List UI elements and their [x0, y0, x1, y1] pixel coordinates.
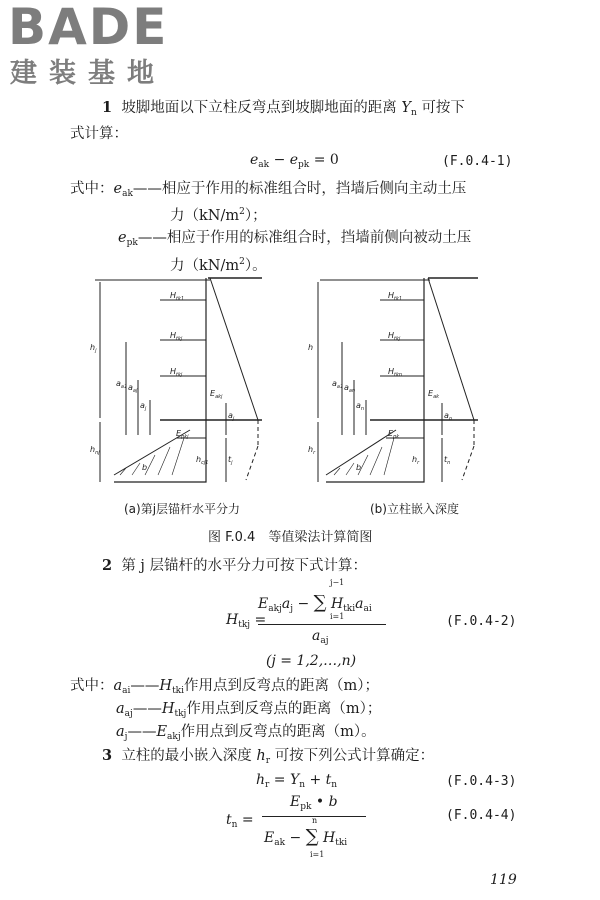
where2-item1-sym2: H: [159, 678, 173, 694]
left-label-aj2: $a_j$: [228, 411, 235, 422]
para3-symbol: h: [256, 748, 266, 764]
where1-item1-text: 相应于作用的标准组合时，挡墙后侧向主动土压: [161, 181, 467, 197]
right-label-aa1: $a_{a1}$: [332, 379, 344, 390]
where1-item2: [118, 228, 471, 253]
left-label-aj: $a_j$: [140, 401, 147, 412]
para1-line1: [102, 98, 465, 123]
where1-item2-text2: 力（kN/m: [170, 258, 240, 274]
where1-item2-text3: ）。: [244, 258, 267, 274]
left-label-epkj: $E_{pkj}$: [176, 429, 189, 440]
eq2-num-b-sub: j: [290, 604, 294, 614]
right-label-hr2: $h_r$: [412, 455, 420, 466]
where1-item1-dash: ——: [132, 181, 162, 197]
eq4-den-b: H: [323, 830, 336, 846]
where2-item2-sym2: H: [161, 701, 175, 717]
right-label-ao: $a_o$: [444, 411, 452, 422]
eq4-denominator: [264, 826, 347, 848]
eq4-den-b-sub: tki: [335, 838, 348, 848]
eq3-lhs: h: [256, 772, 266, 788]
left-label-b: b: [142, 463, 148, 472]
eq2-num-c: H: [330, 596, 344, 612]
eq2-equals: =: [250, 612, 267, 628]
where1-item1-sup: 2: [239, 207, 245, 217]
para1-number: 1: [102, 99, 113, 116]
eq3-tail-sub: n: [331, 780, 338, 790]
where2-item2-text: 作用点到反弯点的距离（m）；: [186, 701, 382, 717]
where2-item2: [116, 699, 381, 724]
right-diagram: [318, 278, 478, 482]
eq4-sum: ∑: [305, 826, 319, 847]
where1-item2-sup: 2: [239, 257, 245, 267]
right-label-epk: $E_{pk}$: [388, 429, 400, 440]
left-label-hj: $h_j$: [90, 343, 97, 354]
para2-number: 2: [102, 557, 113, 574]
eq4-minus: −: [285, 830, 306, 846]
eq2-den-sub: aj: [320, 636, 329, 646]
right-label-htk1: $H_{tk1}$: [388, 291, 403, 302]
where2-item3: [116, 722, 376, 747]
eq4-num-sub: pk: [300, 802, 312, 812]
para3-text2: 可按下列公式计算确定：: [274, 748, 435, 764]
logo-wordmark: BADE: [8, 0, 169, 56]
figure-main-caption: 图 F.0.4 等值梁法计算简图: [208, 530, 373, 545]
eq4-lhs-sym: t: [226, 812, 232, 828]
left-pile-wall: [114, 278, 209, 482]
equation-f043: [256, 772, 337, 790]
para3-symbol-sub: r: [265, 756, 271, 766]
where2-item3-sym2: E: [156, 724, 168, 740]
para3-line: [102, 746, 434, 771]
left-label-aaj: $a_{aj}$: [128, 383, 138, 394]
para2-text: 第 j 层锚杆的水平分力可按下式计算：: [121, 558, 368, 574]
right-label-an: $a_n$: [356, 401, 365, 412]
eq2-den: a: [312, 628, 321, 644]
eq2-sum-bot: i=1: [330, 612, 345, 621]
para2-line: [102, 556, 367, 576]
right-label-htkj: $H_{tkj}$: [388, 331, 401, 342]
left-label-htkj: $H_{tkj}$: [170, 331, 183, 342]
where2-intro: 式中：: [70, 678, 114, 694]
eq4-lhs-sub: n: [231, 820, 238, 830]
where1-item1-text2: 力（kN/m: [170, 208, 240, 224]
where1-item1: [70, 179, 466, 204]
para3-text: 立柱的最小嵌入深度: [121, 748, 252, 764]
where2-item1-dash: ——: [130, 678, 160, 694]
eq4-sum-top: n: [312, 816, 318, 825]
eq1-lhs: e: [250, 152, 259, 168]
left-label-hcj1: $h_{cj1}$: [196, 455, 209, 466]
where1-item1-sub: ak: [122, 189, 133, 199]
right-label-h: h: [308, 343, 314, 352]
right-label-tn: $t_n$: [444, 455, 451, 466]
figure-f04: [0, 270, 600, 500]
eq2-lhs-sym: H: [226, 612, 239, 628]
eq4-num-tail: • b: [311, 794, 338, 810]
eq3-tail: + t: [305, 772, 332, 788]
para1-line2: 式计算：: [70, 126, 128, 142]
where1-item2-sub: pk: [126, 238, 138, 248]
left-label-hnj: $h_{nj}$: [90, 445, 100, 456]
eq4-numerator: [290, 794, 338, 812]
eq4-den-a-sub: ak: [274, 838, 286, 848]
where2-item2-sym: a: [116, 701, 125, 717]
left-label-htk1: $H_{tk1}$: [170, 291, 185, 302]
eq2-num-d-sub: ai: [363, 604, 372, 614]
where2-item3-sub: j: [124, 732, 128, 742]
where1-item2-sym: e: [118, 230, 127, 246]
eq2-range: (j = 1,2,…,n): [266, 653, 357, 669]
where2-item1-sym: a: [113, 678, 123, 694]
logo-chinese: 建装基地: [10, 58, 166, 89]
left-dashed-2: [246, 446, 258, 480]
where2-item1: [70, 676, 379, 701]
eq2-denominator: [312, 628, 329, 646]
where1-item2-dash: ——: [137, 230, 167, 246]
right-label-htkn: $H_{tkn}$: [388, 367, 403, 378]
equation-number-f044: (F.0.4-4): [446, 808, 517, 823]
left-label-tj: $t_j$: [228, 455, 233, 466]
eq2-numerator: [258, 592, 372, 614]
eq4-sum-bot: i=1: [310, 850, 325, 859]
where2-item3-sub2: akj: [167, 732, 181, 742]
where1-item1-cont: [170, 202, 267, 226]
where1-item2-text: 相应于作用的标准组合时，挡墙前侧向被动土压: [166, 230, 472, 246]
eq4-lhs: [226, 812, 254, 830]
figure-left-caption: (a)第j层锚杆水平分力: [124, 502, 241, 516]
eq1-op: − e: [269, 152, 299, 168]
eq1-rhs-sub: pk: [298, 160, 310, 170]
right-label-eak: $E_{ak}$: [428, 389, 440, 400]
where2-item2-sub: aj: [124, 709, 133, 719]
right-label-hr: $h_r$: [308, 445, 316, 456]
where2-item3-text: 作用点到反弯点的距离（m）。: [180, 724, 376, 740]
eq2-num-c-sub: tki: [343, 604, 356, 614]
figure-right-caption: (b)立柱嵌入深度: [370, 502, 459, 516]
where2-item3-sym: a: [116, 724, 125, 740]
left-label-htkj2: $H_{tkj}$: [170, 367, 183, 378]
equation-f041: [250, 152, 339, 170]
para1-text-a: 坡脚地面以下立柱反弯点到坡脚地面的距离: [121, 100, 397, 116]
equation-number-f042: (F.0.4-2): [446, 614, 517, 629]
para1-text-b: 可按下: [421, 100, 465, 116]
equation-number-f041: (F.0.4-1): [442, 154, 513, 169]
right-label-aan: $a_{an}$: [344, 383, 356, 394]
eq2-minus: −: [293, 596, 314, 612]
eq2-num-b: a: [281, 596, 291, 612]
where1-item1-sym: e: [113, 181, 123, 197]
para1-symbol-sub: n: [411, 108, 417, 118]
eq2-num-a: E: [258, 596, 269, 612]
eq2-num-d: a: [355, 596, 364, 612]
eq2-num-a-sub: akj: [268, 604, 282, 614]
where1-item1-text3: ）；: [244, 208, 267, 224]
eq1-tail: = 0: [309, 152, 339, 168]
eq1-lhs-sub: ak: [258, 160, 270, 170]
eq3-lhs-sub: r: [265, 780, 270, 790]
page-number: 119: [490, 872, 517, 888]
para1-symbol: Y: [401, 100, 411, 116]
eq2-sum-top: j−1: [330, 578, 345, 587]
eq2-lhs-sub: tkj: [238, 620, 251, 630]
left-label-aa1: $a_{a1}$: [116, 379, 128, 390]
eq3-rhs: = Y: [269, 772, 300, 788]
where2-item1-sub: ai: [122, 686, 131, 696]
eq4-equals: =: [237, 812, 254, 828]
eq2-lhs: [226, 612, 266, 630]
where2-item1-sub2: tki: [172, 686, 185, 696]
eq3-rhs-sub: n: [299, 780, 306, 790]
right-label-b: b: [356, 463, 362, 472]
para3-number: 3: [102, 747, 113, 764]
where2-item3-dash: ——: [127, 724, 157, 740]
equation-number-f043: (F.0.4-3): [446, 774, 517, 789]
eq4-num: E: [290, 794, 301, 810]
where2-item2-dash: ——: [132, 701, 162, 717]
where2-item1-text: 作用点到反弯点的距离（m）；: [184, 678, 380, 694]
eq4-den-a: E: [264, 830, 275, 846]
where1-intro: 式中：: [70, 181, 114, 197]
where2-item2-sub2: tkj: [174, 709, 187, 719]
eq2-sum: ∑: [313, 592, 327, 613]
eq2-fraction-bar: [258, 624, 386, 625]
left-label-eakj: $E_{akj}$: [210, 389, 223, 400]
